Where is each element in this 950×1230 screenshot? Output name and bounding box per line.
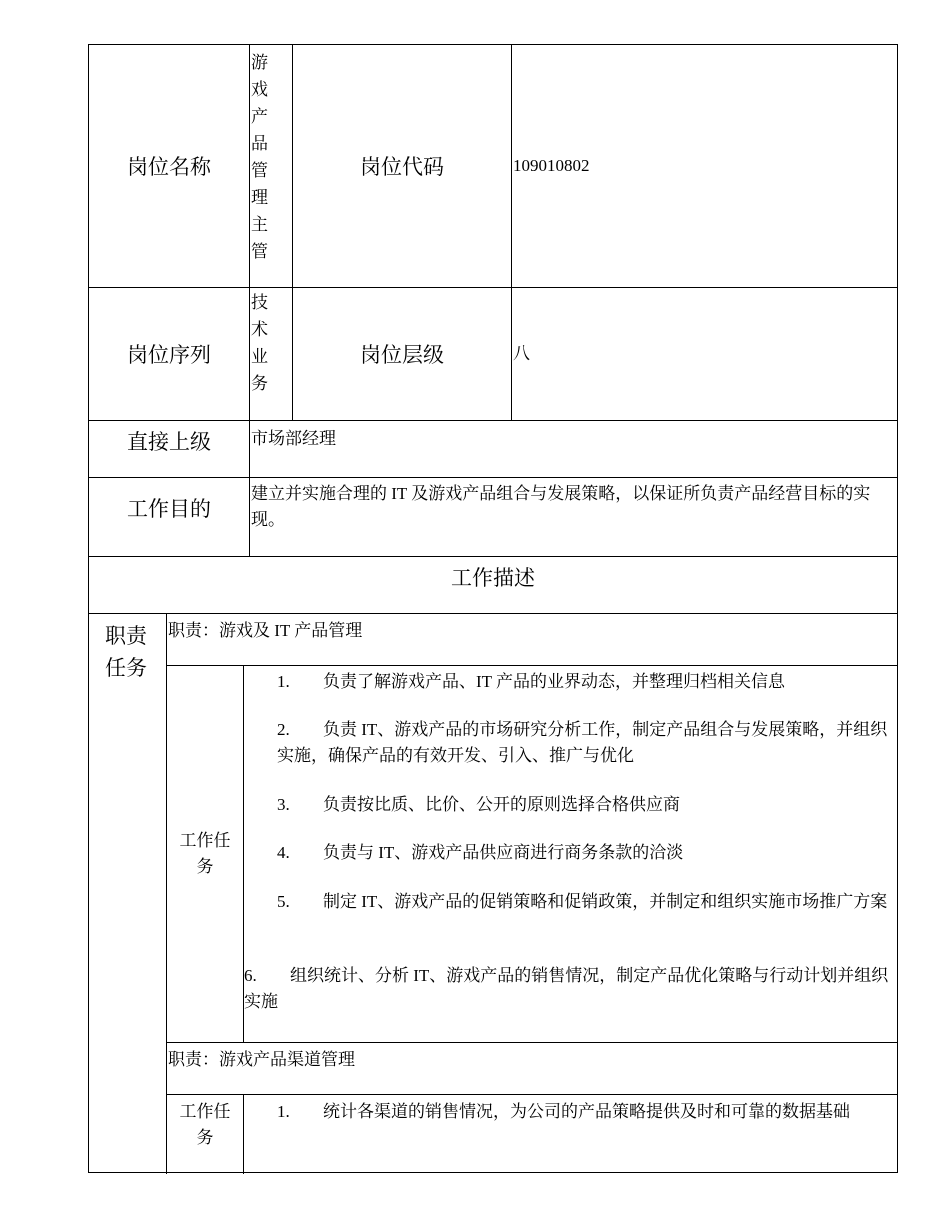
- position-name-value-cell: [249, 45, 292, 287]
- position-code-value: 109010802: [511, 45, 897, 287]
- position-level-label: 岗位层级: [292, 287, 511, 420]
- duty-2-title: 职责：游戏产品渠道管理: [166, 1042, 897, 1094]
- duty-2-task-label: 工作任务: [179, 1102, 231, 1147]
- task-1-3: 3. 负责按比质、比价、公开的原则选择合格供应商: [277, 795, 680, 814]
- work-purpose-label: 工作目的: [89, 477, 249, 556]
- duty-2-task-list: [243, 1094, 897, 1174]
- position-level-value: 八: [511, 287, 897, 420]
- work-description-title: 工作描述: [89, 556, 897, 613]
- duties-section-label: 职责任务: [89, 613, 166, 1174]
- direct-superior-value: 市场部经理: [249, 420, 897, 477]
- duty-1-title: 职责：游戏及 IT 产品管理: [166, 613, 897, 665]
- task-1-1: 1. 负责了解游戏产品、IT 产品的业界动态，并整理归档相关信息: [277, 672, 785, 691]
- task-1-4: 4. 负责与 IT、游戏产品供应商进行商务条款的洽淡: [277, 843, 684, 862]
- position-sequence-value-cell: [249, 287, 292, 420]
- duty-1-task-label: 工作任务: [179, 831, 231, 876]
- job-description-table: [88, 44, 898, 1173]
- duty-1-task-list: [243, 665, 897, 1042]
- position-name-value: 游戏产品管理主管: [251, 53, 268, 261]
- duty-2-task-label-cell: [166, 1094, 243, 1174]
- position-name-label: 岗位名称: [127, 155, 211, 179]
- task-1-5: 5. 制定 IT、游戏产品的促销策略和促销政策，并制定和组织实施市场推广方案: [277, 892, 888, 911]
- duty-1-task-label-cell: [166, 665, 243, 1042]
- task-2-1: 1. 统计各渠道的销售情况，为公司的产品策略提供及时和可靠的数据基础: [277, 1102, 850, 1121]
- direct-superior-label: 直接上级: [89, 420, 249, 477]
- position-sequence-value: 技术业务: [251, 293, 268, 393]
- position-code-label: 岗位代码: [292, 45, 511, 287]
- task-1-2: 2. 负责 IT、游戏产品的市场研究分析工作，制定产品组合与发展策略，并组织实施，确保产品的有效开发、引入、推广与优化: [277, 720, 888, 765]
- work-purpose-value: 建立并实施合理的 IT 及游戏产品组合与发展策略，以保证所负责产品经营目标的实现。: [249, 477, 897, 556]
- task-1-6: 6. 组织统计、分析 IT、游戏产品的销售情况，制定产品优化策略与行动计划并组织实施: [244, 966, 889, 1011]
- position-sequence-label: 岗位序列: [89, 287, 249, 420]
